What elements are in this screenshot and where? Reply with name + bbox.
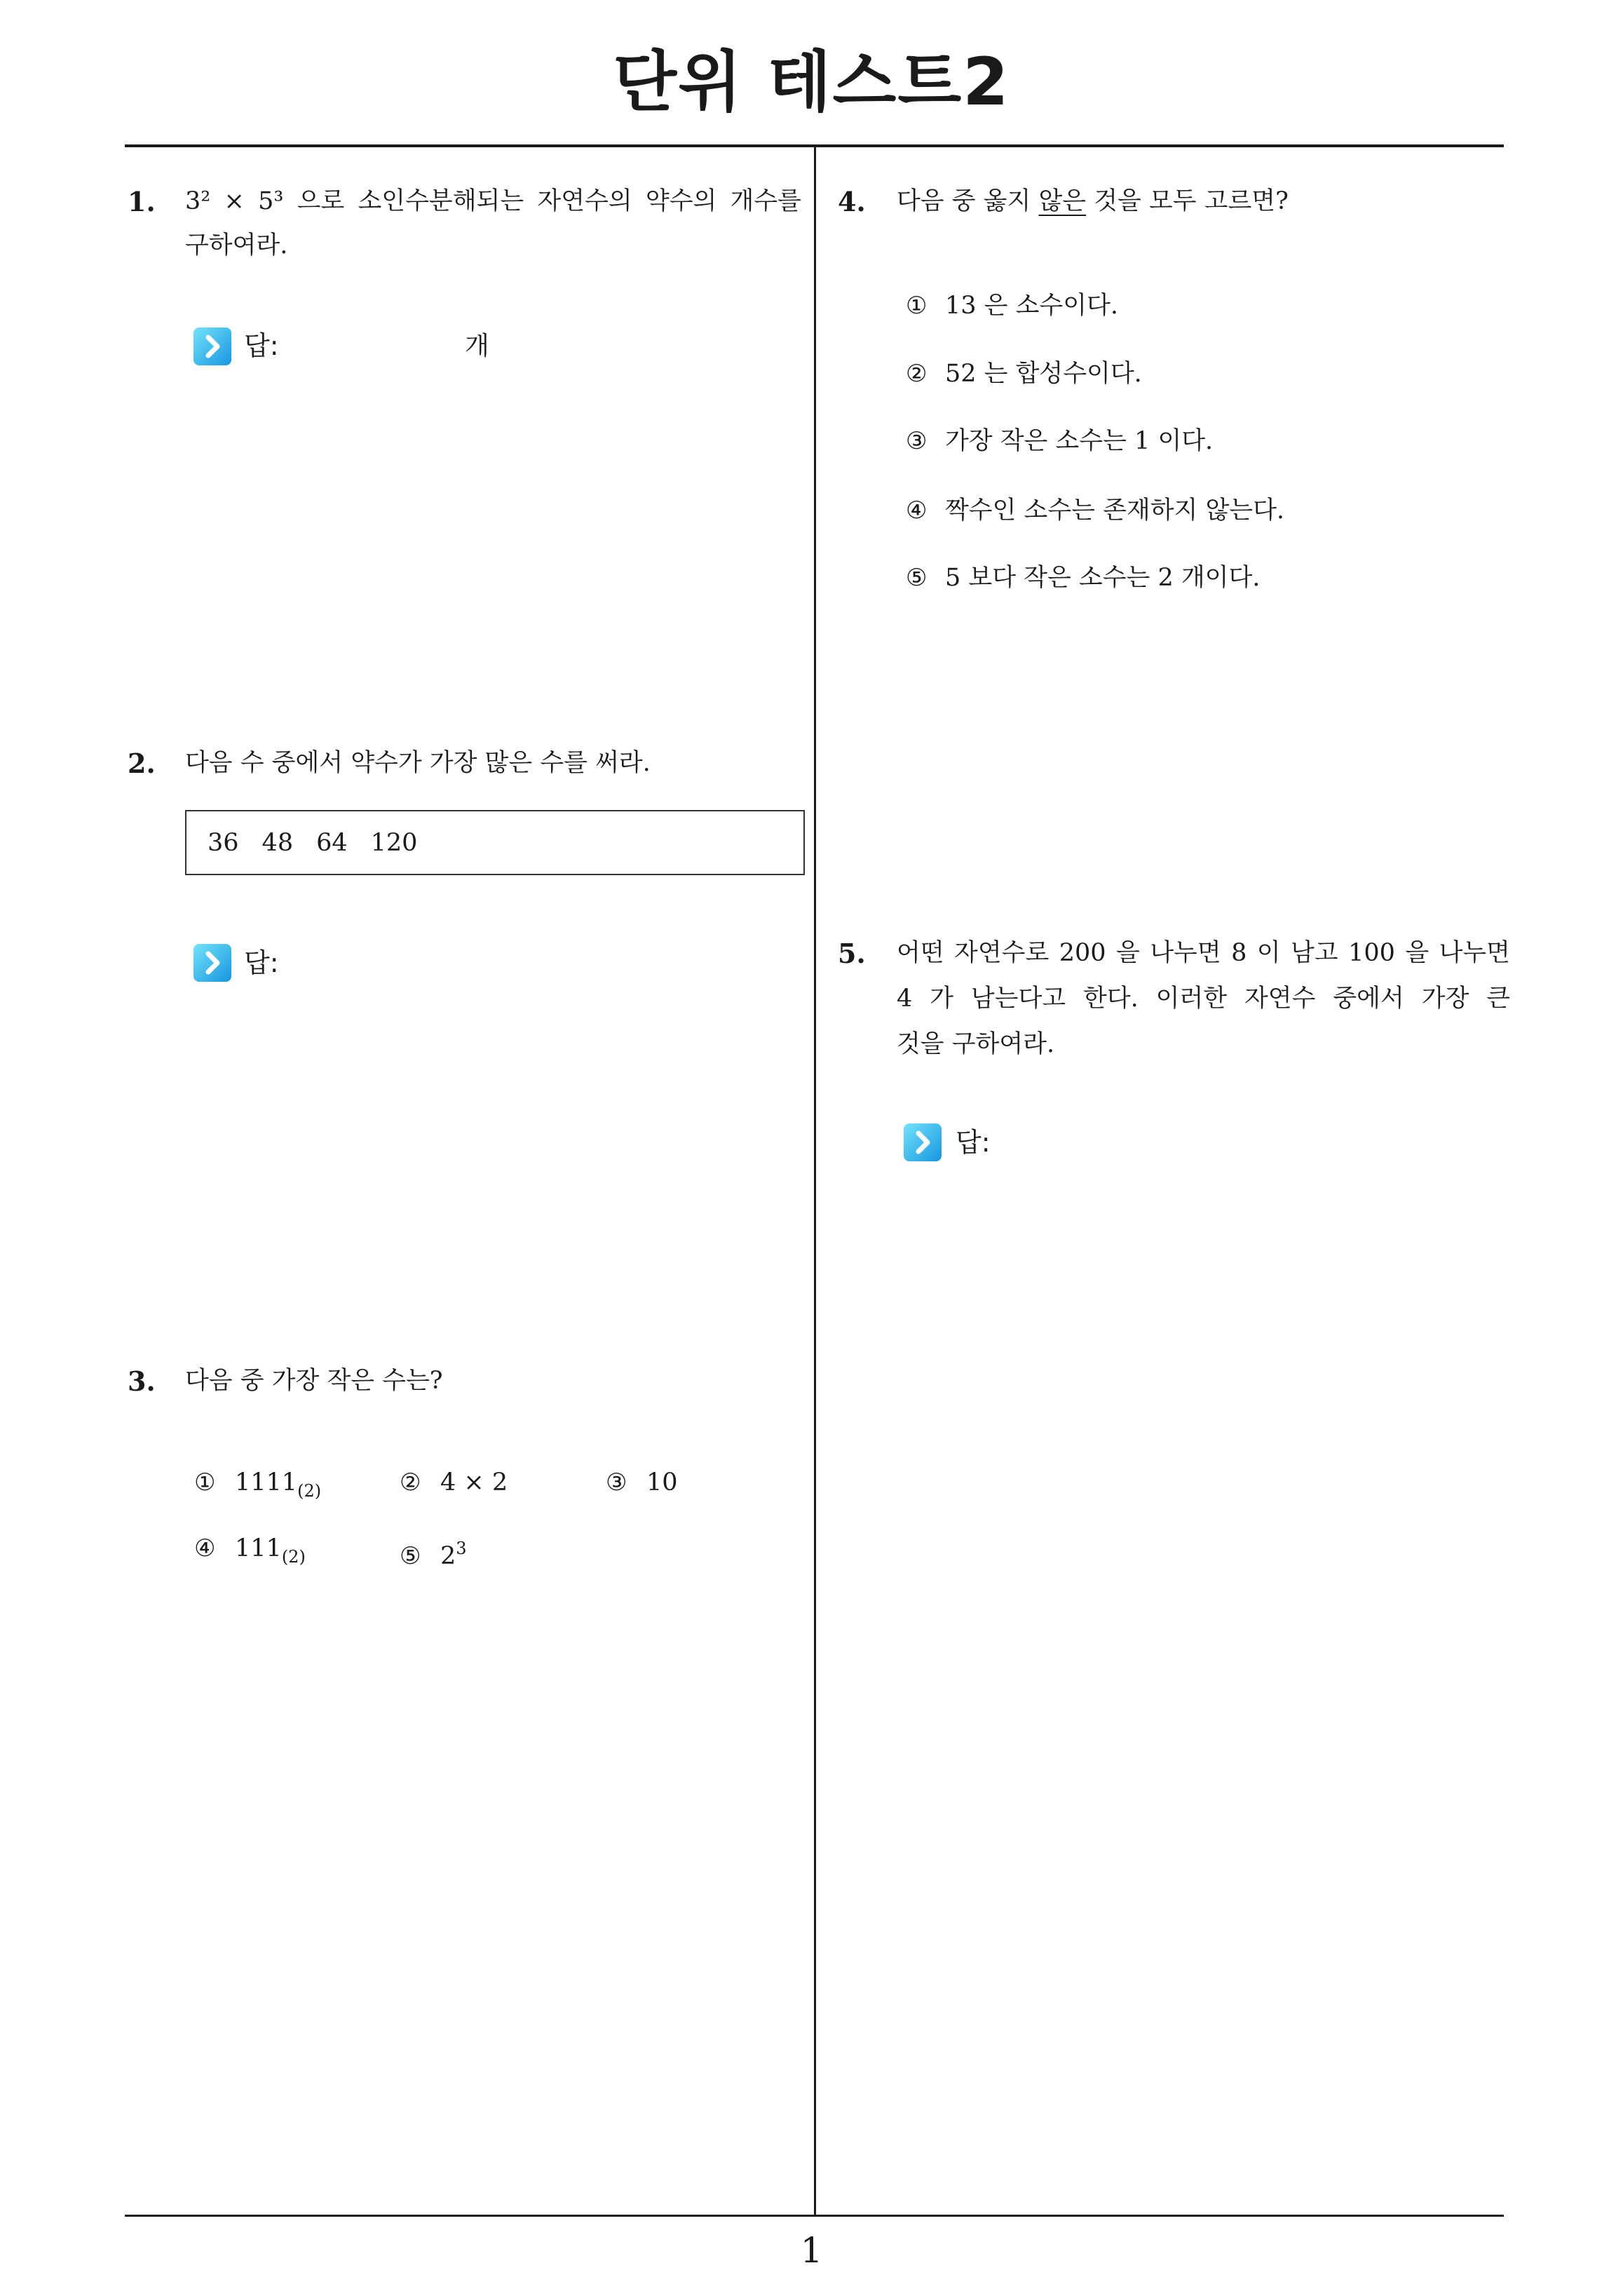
choice-subscript: (2) <box>297 1481 322 1501</box>
question-text-line: 3² × 5³ 으로 소인수분해되는 자연수의 약수의 개수를 <box>185 187 801 215</box>
page-title: 단위 테스트2 <box>613 44 1010 121</box>
question-text-line: 구하여라. <box>185 231 288 259</box>
box-number: 48 <box>262 828 294 857</box>
box-number: 120 <box>370 828 418 857</box>
question-text-part: 다음 중 옳지 <box>897 187 1039 215</box>
question-text: 다음 수 중에서 약수가 가장 많은 수를 써라. <box>185 749 651 777</box>
choice-2[interactable] <box>906 352 1142 396</box>
choice-value: 2 <box>440 1542 456 1570</box>
choice-mark: ② <box>400 1468 421 1497</box>
choice-1[interactable] <box>906 284 1118 328</box>
question-text-line: 4 가 남는다고 한다. 이러한 자연수 중에서 가장 큰 <box>897 985 1510 1013</box>
question-text-line: 것을 구하여라. <box>897 1030 1055 1058</box>
question-text-line: 어떤 자연수로 200 을 나누면 8 이 남고 100 을 나누면 <box>897 939 1510 967</box>
choice-2[interactable] <box>400 1461 508 1505</box>
choice-3[interactable] <box>906 419 1213 464</box>
question-text <box>897 180 1510 224</box>
choice-text: 52 는 합성수이다. <box>945 360 1142 388</box>
choice-text: 짝수인 소수는 존재하지 않는다. <box>945 497 1285 525</box>
question-text: 다음 중 가장 작은 수는? <box>185 1367 443 1395</box>
question-number: 5. <box>838 938 866 969</box>
choice-mark: ① <box>194 1468 216 1497</box>
choice-mark: ④ <box>194 1534 216 1562</box>
underlined-keyword: 않은 <box>1038 187 1087 215</box>
choice-mark: ④ <box>906 497 928 525</box>
choice-mark: ③ <box>906 427 928 455</box>
choice-text: 13 은 소수이다. <box>945 292 1118 320</box>
box-number: 64 <box>316 828 348 857</box>
choice-value: 4 × 2 <box>440 1468 508 1497</box>
footer-rule <box>125 2215 1504 2217</box>
choice-4[interactable] <box>906 489 1284 533</box>
choice-value: 111 <box>235 1534 282 1562</box>
box-number: 36 <box>208 828 239 857</box>
choice-1[interactable] <box>194 1461 321 1505</box>
choice-text: 가장 작은 소수는 1 이다. <box>945 427 1214 455</box>
choice-mark: ③ <box>606 1468 627 1497</box>
question-text-part: 것을 모두 고르면? <box>1086 187 1289 215</box>
column-divider <box>814 146 816 2216</box>
question-number: 1. <box>128 186 156 217</box>
choice-text: 5 보다 작은 소수는 2 개이다. <box>945 564 1261 592</box>
choice-5[interactable] <box>906 556 1260 600</box>
choice-subscript: (2) <box>281 1547 306 1567</box>
chevron-right-icon <box>193 327 232 366</box>
choice-5[interactable] <box>400 1527 467 1571</box>
choice-3[interactable] <box>606 1461 678 1505</box>
number-box <box>185 810 805 875</box>
choice-mark: ① <box>906 292 928 320</box>
page-number: 1 <box>800 2230 823 2271</box>
question-number: 3. <box>128 1365 156 1397</box>
answer-unit: 개 <box>465 332 489 360</box>
answer-label: 답: <box>244 947 279 978</box>
choice-value: 10 <box>646 1468 678 1497</box>
choice-superscript: 3 <box>456 1539 467 1558</box>
choice-mark: ⑤ <box>400 1542 421 1570</box>
choice-mark: ⑤ <box>906 564 928 592</box>
answer-label: 답: <box>956 1127 991 1158</box>
choice-4[interactable] <box>194 1527 306 1571</box>
answer-label: 답: <box>244 330 279 361</box>
question-number: 4. <box>838 186 866 217</box>
chevron-right-icon <box>193 943 232 982</box>
chevron-right-icon <box>903 1123 942 1162</box>
choice-value: 1111 <box>235 1468 298 1497</box>
choice-mark: ② <box>906 360 928 388</box>
question-number: 2. <box>128 748 156 779</box>
